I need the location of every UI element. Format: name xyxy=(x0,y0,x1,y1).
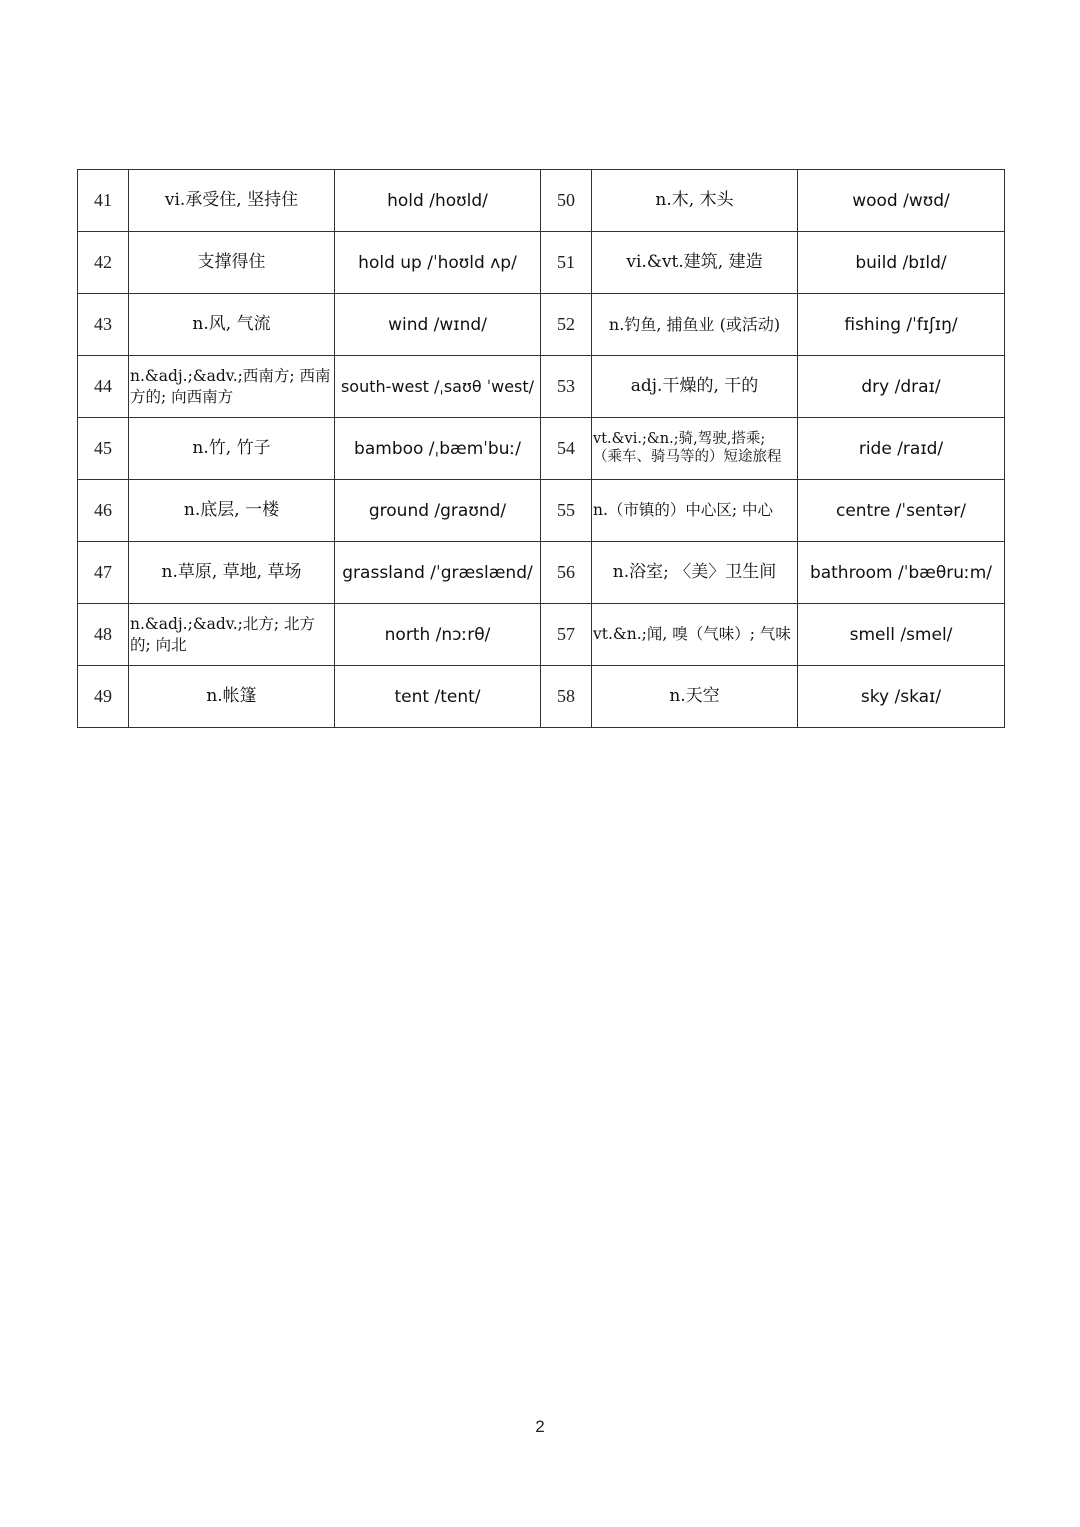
chinese-meaning: n.&adj.;&adv.;北方; 北方的; 向北 xyxy=(129,604,335,666)
entry-number: 48 xyxy=(78,604,129,666)
table-row xyxy=(78,604,1005,666)
page-number: 2 xyxy=(535,1417,545,1436)
entry-number: 42 xyxy=(78,232,129,294)
chinese-meaning: vi.&vt.建筑, 建造 xyxy=(592,232,798,294)
vocabulary-table xyxy=(77,169,1005,728)
table-row xyxy=(78,542,1005,604)
table-row xyxy=(78,232,1005,294)
chinese-meaning: n.（市镇的）中心区; 中心 xyxy=(592,480,798,542)
english-word: centre /ˈsentər/ xyxy=(798,480,1005,542)
entry-number: 44 xyxy=(78,356,129,418)
table-row xyxy=(78,480,1005,542)
entry-number: 50 xyxy=(541,170,592,232)
chinese-meaning: vt.&n.;闻, 嗅（气味）; 气味 xyxy=(592,604,798,666)
chinese-meaning: n.木, 木头 xyxy=(592,170,798,232)
chinese-meaning: n.&adj.;&adv.;西南方; 西南方的; 向西南方 xyxy=(129,356,335,418)
english-word: north /nɔːrθ/ xyxy=(335,604,541,666)
english-word: build /bɪld/ xyxy=(798,232,1005,294)
entry-number: 58 xyxy=(541,666,592,728)
chinese-meaning: vt.&vi.;&n.;骑,驾驶,搭乘; （乘车、骑马等的）短途旅程 xyxy=(592,418,798,480)
english-word: tent /tent/ xyxy=(335,666,541,728)
entry-number: 49 xyxy=(78,666,129,728)
chinese-meaning: n.竹, 竹子 xyxy=(129,418,335,480)
english-word: wood /wʊd/ xyxy=(798,170,1005,232)
chinese-meaning: adj.干燥的, 干的 xyxy=(592,356,798,418)
entry-number: 45 xyxy=(78,418,129,480)
table-row xyxy=(78,666,1005,728)
entry-number: 47 xyxy=(78,542,129,604)
table-row xyxy=(78,170,1005,232)
english-word: smell /smel/ xyxy=(798,604,1005,666)
english-word: south-west /ˌsaʊθ ˈwest/ xyxy=(335,356,541,418)
chinese-meaning: n.底层, 一楼 xyxy=(129,480,335,542)
chinese-meaning: n.帐篷 xyxy=(129,666,335,728)
english-word: fishing /ˈfɪʃɪŋ/ xyxy=(798,294,1005,356)
entry-number: 52 xyxy=(541,294,592,356)
chinese-meaning: n.天空 xyxy=(592,666,798,728)
entry-number: 57 xyxy=(541,604,592,666)
english-word: hold up /ˈhoʊld ʌp/ xyxy=(335,232,541,294)
english-word: ride /raɪd/ xyxy=(798,418,1005,480)
entry-number: 51 xyxy=(541,232,592,294)
chinese-meaning: 支撑得住 xyxy=(129,232,335,294)
entry-number: 46 xyxy=(78,480,129,542)
chinese-meaning: n.风, 气流 xyxy=(129,294,335,356)
entry-number: 43 xyxy=(78,294,129,356)
english-word: grassland /ˈgræslænd/ xyxy=(335,542,541,604)
table-row xyxy=(78,356,1005,418)
table-row xyxy=(78,418,1005,480)
chinese-meaning: n.草原, 草地, 草场 xyxy=(129,542,335,604)
chinese-meaning: n.钓鱼, 捕鱼业 (或活动) xyxy=(592,294,798,356)
english-word: wind /wɪnd/ xyxy=(335,294,541,356)
entry-number: 55 xyxy=(541,480,592,542)
entry-number: 54 xyxy=(541,418,592,480)
english-word: dry /draɪ/ xyxy=(798,356,1005,418)
english-word: bamboo /ˌbæmˈbuː/ xyxy=(335,418,541,480)
english-word: ground /graʊnd/ xyxy=(335,480,541,542)
chinese-meaning: vi.承受住, 坚持住 xyxy=(129,170,335,232)
english-word: hold /hoʊld/ xyxy=(335,170,541,232)
chinese-meaning: n.浴室; 〈美〉卫生间 xyxy=(592,542,798,604)
table-row xyxy=(78,294,1005,356)
entry-number: 53 xyxy=(541,356,592,418)
entry-number: 41 xyxy=(78,170,129,232)
entry-number: 56 xyxy=(541,542,592,604)
english-word: bathroom /ˈbæθruːm/ xyxy=(798,542,1005,604)
english-word: sky /skaɪ/ xyxy=(798,666,1005,728)
